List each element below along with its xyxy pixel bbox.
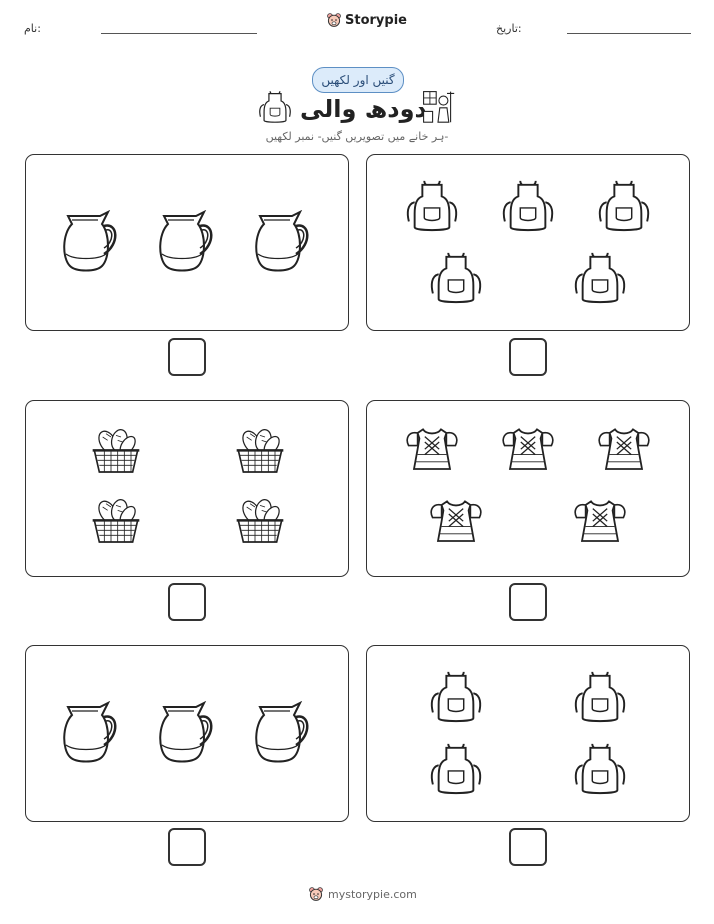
footer-url[interactable]: mystorypie.com (328, 887, 417, 901)
brand-name: Storypie (345, 12, 407, 28)
pitcher-icon (252, 210, 312, 274)
pitcher-icon (60, 701, 120, 765)
pitcher-icon (60, 210, 120, 274)
bread-basket-icon (235, 427, 285, 477)
answer-box[interactable] (509, 338, 547, 376)
apron-icon (573, 670, 627, 724)
bread-basket-icon (235, 497, 285, 547)
pitcher-icon (156, 701, 216, 765)
answer-box[interactable] (509, 583, 547, 621)
apron-icon (405, 179, 459, 233)
date-label: تاریخ: (496, 22, 522, 35)
date-input-line[interactable] (567, 33, 691, 34)
instructions: ہر خانے میں تصویریں گنیں- نمبر لکھیں- (265, 130, 449, 143)
pitcher-icon (252, 701, 312, 765)
apron-icon (429, 742, 483, 796)
count-panel-pitchers-1 (25, 154, 349, 331)
answer-box[interactable] (168, 583, 206, 621)
apron-icon (429, 251, 483, 305)
count-panel-pitchers-2 (25, 645, 349, 822)
count-panel-aprons-2 (366, 645, 690, 822)
count-panel-aprons-1 (366, 154, 690, 331)
answer-box[interactable] (168, 828, 206, 866)
pitcher-icon (156, 210, 216, 274)
answer-box[interactable] (168, 338, 206, 376)
dress-icon (573, 497, 627, 549)
apron-icon (597, 179, 651, 233)
answer-box[interactable] (509, 828, 547, 866)
apron-icon (573, 251, 627, 305)
activity-badge: گنیں اور لکھیں (312, 67, 404, 93)
dress-icon (429, 497, 483, 549)
storypie-logo (326, 12, 407, 28)
apron-icon (258, 90, 292, 124)
dress-icon (597, 425, 651, 477)
page-title: دودھ والی (300, 95, 427, 123)
bread-basket-icon (91, 497, 141, 547)
bear-icon (308, 886, 324, 902)
count-panel-dresses (366, 400, 690, 577)
apron-icon (429, 670, 483, 724)
name-input-line[interactable] (101, 33, 257, 34)
dress-icon (405, 425, 459, 477)
dress-icon (501, 425, 555, 477)
count-panel-baskets (25, 400, 349, 577)
bread-basket-icon (91, 427, 141, 477)
milkmaid-scene-icon (418, 88, 458, 124)
name-label: نام: (24, 22, 41, 35)
bear-icon (326, 12, 342, 28)
footer (308, 886, 417, 902)
apron-icon (573, 742, 627, 796)
apron-icon (501, 179, 555, 233)
